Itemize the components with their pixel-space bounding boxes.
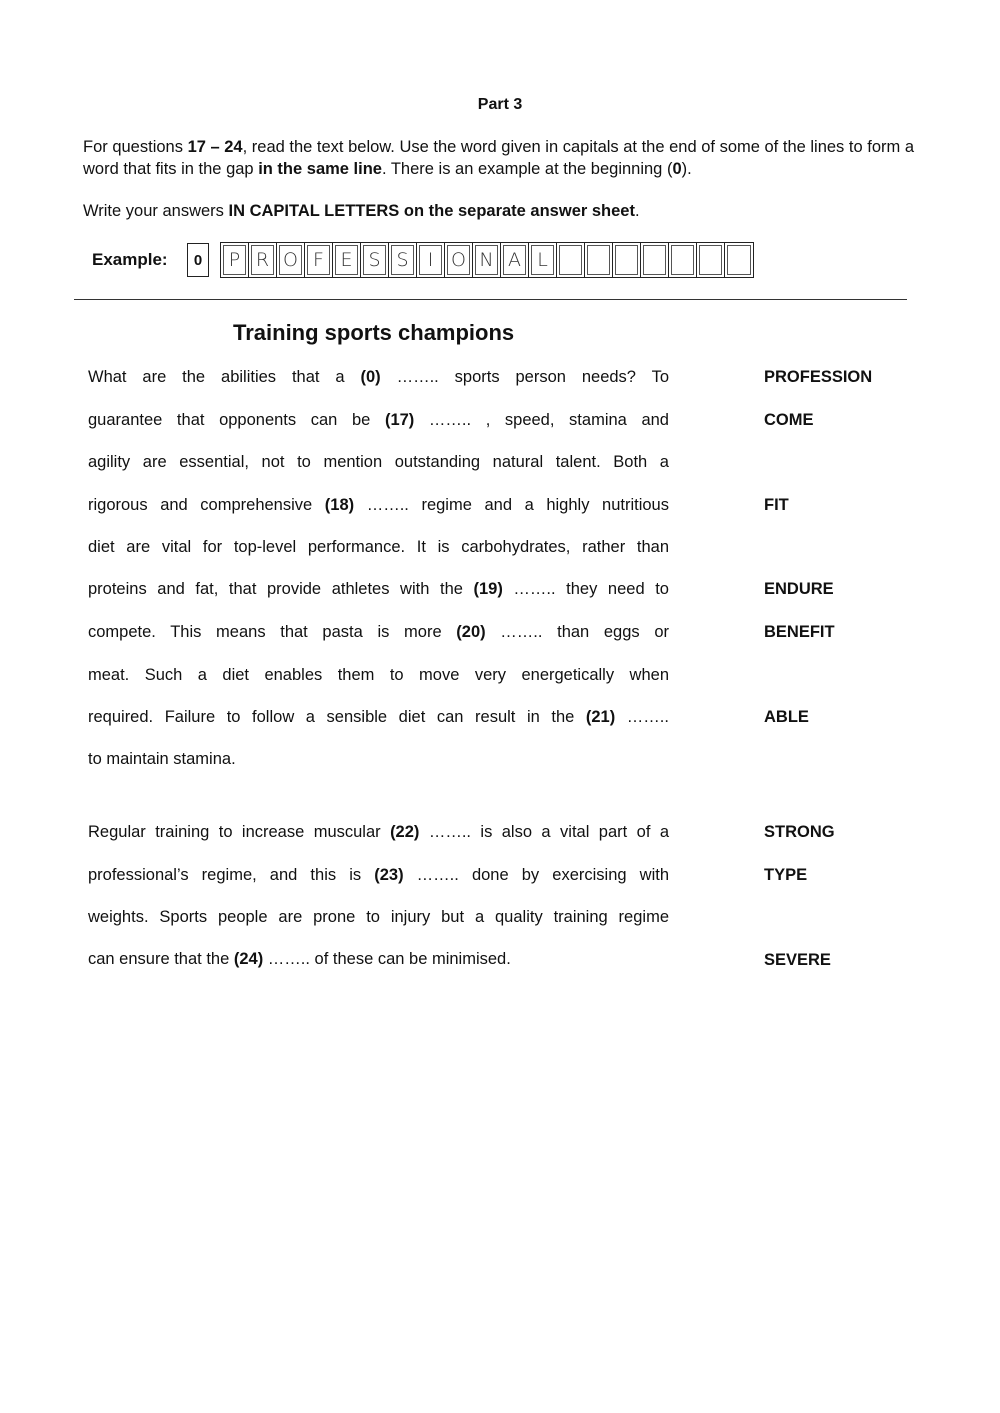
example-label: Example: xyxy=(92,250,168,269)
line-text: professional’s regime, and this is xyxy=(88,866,375,884)
example-letter-box: I xyxy=(417,243,445,277)
example-letter-box: S xyxy=(361,243,389,277)
example-letter-box: R xyxy=(249,243,277,277)
instructions-paragraph-2 xyxy=(83,200,923,222)
gap-number: (24) xyxy=(233,950,264,968)
example-letter-box: A xyxy=(501,243,529,277)
keyword-type: TYPE xyxy=(764,866,808,884)
instr-text: . xyxy=(634,202,640,220)
instructions-paragraph-1 xyxy=(83,136,923,180)
example-letter-box: O xyxy=(445,243,473,277)
instr-example-number: 0 xyxy=(672,160,682,178)
instructions xyxy=(83,136,923,222)
instr-text: Write your answers xyxy=(83,202,229,220)
line-text: …….. of these can be minimised. xyxy=(263,950,511,968)
line-text: rigorous and comprehensive xyxy=(88,496,325,514)
line-text: Regular training to increase muscular xyxy=(88,823,391,841)
article-line xyxy=(88,453,669,472)
line-text: …….. , speed, stamina and xyxy=(414,411,669,429)
article-line xyxy=(88,908,669,927)
gap-number: (0) xyxy=(360,368,381,386)
example-letter-box xyxy=(641,243,669,277)
keyword-profession: PROFESSION xyxy=(764,368,873,386)
example-number-box: 0 xyxy=(187,243,209,277)
line-text: …….. than eggs or xyxy=(485,623,669,641)
line-text: to maintain stamina. xyxy=(88,750,236,768)
article-line xyxy=(88,950,669,969)
example-letter-box: E xyxy=(333,243,361,277)
article-line xyxy=(88,496,669,515)
gap-number: (21) xyxy=(585,708,616,726)
article-line xyxy=(88,823,669,842)
instr-emphasis: IN CAPITAL LETTERS on the separate answer sheet xyxy=(228,202,635,220)
example-letter-box: N xyxy=(473,243,501,277)
section-divider xyxy=(74,299,907,300)
gap-number: (18) xyxy=(324,496,355,514)
instr-text: ). xyxy=(681,160,692,178)
line-text: can ensure that the xyxy=(88,950,234,968)
line-text: …….. is also a vital part of a xyxy=(419,823,669,841)
line-text: What are the abilities that a xyxy=(88,368,361,386)
line-text: guarantee that opponents can be xyxy=(88,411,385,429)
line-text: …….. they need to xyxy=(502,580,669,598)
example-letter-box xyxy=(613,243,641,277)
line-text: …….. done by exercising with xyxy=(403,866,669,884)
gap-number: (19) xyxy=(473,580,503,598)
example-row xyxy=(92,242,754,278)
gap-number: (22) xyxy=(390,823,420,841)
article-line xyxy=(88,666,669,685)
line-text: weights. Sports people are prone to injury but a quality training regime xyxy=(88,908,669,926)
example-letter-box: L xyxy=(529,243,557,277)
line-text: proteins and fat, that provide athletes with the xyxy=(88,580,474,598)
example-letter-box: S xyxy=(389,243,417,277)
example-answer-boxes xyxy=(220,242,754,278)
keyword-benefit: BENEFIT xyxy=(764,623,835,641)
keyword-endure: ENDURE xyxy=(764,580,834,598)
line-text: required. Failure to follow a sensible diet can result in the xyxy=(88,708,586,726)
article-line xyxy=(88,623,669,642)
article-line xyxy=(88,708,669,727)
keyword-severe: SEVERE xyxy=(764,951,831,969)
line-text: compete. This means that pasta is more xyxy=(88,623,457,641)
line-text: agility are essential, not to mention outstanding natural talent. Both a xyxy=(88,453,669,471)
instr-emphasis: in the same line xyxy=(258,160,382,178)
part-title: Part 3 xyxy=(477,96,523,113)
example-letter-box: O xyxy=(277,243,305,277)
line-text: …….. xyxy=(615,708,669,726)
article-line xyxy=(88,368,669,387)
gap-number: (20) xyxy=(456,623,486,641)
gap-number: (23) xyxy=(374,866,404,884)
article-line xyxy=(88,411,669,430)
example-letter-box: F xyxy=(305,243,333,277)
instr-text: , read the text below. Use the word given in capitals at the end of some of the lines to form a word that fits in the gap xyxy=(83,138,915,178)
example-letter-box xyxy=(557,243,585,277)
example-letter-box xyxy=(585,243,613,277)
keyword-fit: FIT xyxy=(764,496,789,514)
instr-text: . There is an example at the beginning ( xyxy=(381,160,673,178)
example-letter-box xyxy=(725,243,753,277)
example-letter-box: P xyxy=(221,243,249,277)
article-line xyxy=(88,580,669,599)
keyword-strong: STRONG xyxy=(764,823,835,841)
article-line xyxy=(88,750,669,769)
article-line xyxy=(88,538,669,557)
keyword-able: ABLE xyxy=(764,708,809,726)
gap-number: (17) xyxy=(384,411,415,429)
example-letter-box xyxy=(697,243,725,277)
article-title: Training sports champions xyxy=(233,320,515,345)
keyword-come: COME xyxy=(764,411,814,429)
line-text: …….. regime and a highly nutritious xyxy=(354,496,669,514)
line-text: diet are vital for top-level performance. It is carbohydrates, rather than xyxy=(88,538,669,556)
question-range: 17 – 24 xyxy=(187,138,243,156)
article-line xyxy=(88,866,669,885)
example-letter-box xyxy=(669,243,697,277)
line-text: …….. sports person needs? To xyxy=(380,368,670,386)
line-text: meat. Such a diet enables them to move very energetically when xyxy=(88,666,669,684)
instr-text: For questions xyxy=(83,138,188,156)
